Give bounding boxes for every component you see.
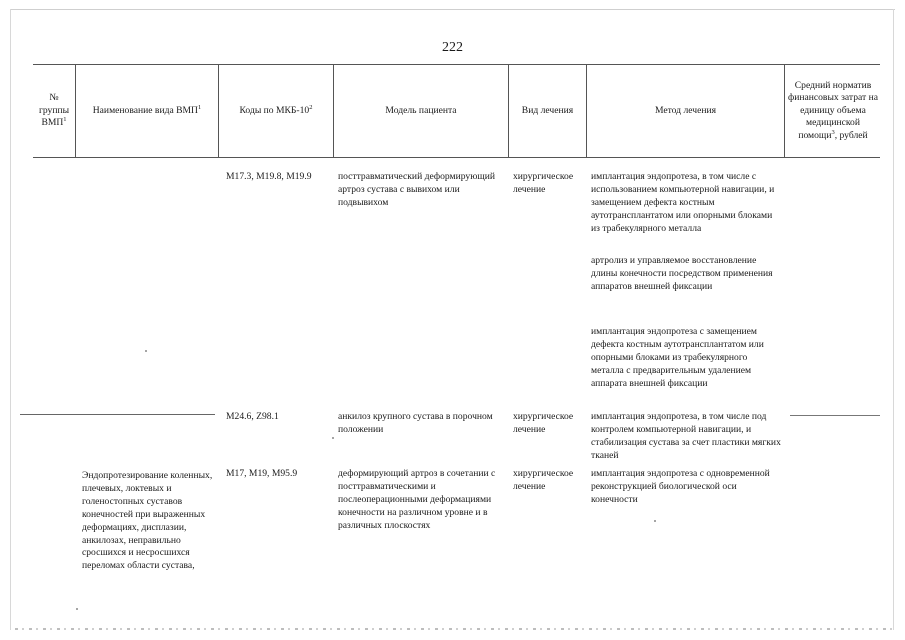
header-divider-6 bbox=[784, 64, 785, 158]
scan-speck bbox=[654, 520, 656, 522]
scan-border-right bbox=[893, 9, 894, 630]
row2-patient-model: анкилоз крупного сустава в порочном положении bbox=[338, 411, 493, 435]
scan-border-left bbox=[10, 9, 11, 630]
scan-bottom-noise bbox=[15, 628, 893, 630]
header-vmp-name: Наименование вида ВМП$^1$ bbox=[92, 103, 202, 116]
row1-icd-codes: M17.3, M19.8, M19.9 bbox=[226, 171, 312, 182]
header-bottom-rule bbox=[33, 157, 880, 158]
row1-treatment-type: хирургическое лечение bbox=[513, 171, 574, 195]
row2-icd-codes: M24.6, Z98.1 bbox=[226, 411, 279, 422]
row2-treatment-type: хирургическое лечение bbox=[513, 411, 574, 435]
scan-speck bbox=[145, 350, 147, 352]
row1-method-3: имплантация эндопротеза с замещением дефекта костным аутотрансплантатом или опорными блоками из трабекулярного металла с предварительным удалением аппарата внешней фиксации bbox=[591, 326, 764, 389]
row3-vmp-name: Эндопротезирование коленных, плечевых, локтевых и голеностопных суставов конечностей при выраженных деформациях, дисплазии, анкилозах, неправильно сросшихся и несросшихся переломах области сустава, bbox=[82, 470, 213, 572]
row3-icd-codes: M17, M19, M95.9 bbox=[226, 468, 298, 479]
header-icd-codes: Коды по МКБ-$10^2$ bbox=[239, 103, 313, 116]
row2-method-1: имплантация эндопротеза, в том числе под контролем компьютерной навигации, и стабилизация сустава за счет пластики мягких тканей bbox=[591, 411, 781, 461]
scan-rule-left bbox=[20, 414, 215, 415]
row1-patient-model: посттравматический деформирующий артроз сустава с вывихом или подвывихом bbox=[338, 171, 496, 208]
header-group-number: № группы ВМП$^1$ bbox=[38, 92, 70, 129]
header-treatment-method: Метод лечения bbox=[654, 104, 717, 116]
header-patient-model: Модель пациента bbox=[385, 104, 457, 116]
header-treatment-type: Вид лечения bbox=[521, 104, 574, 116]
row3-treatment-type: хирургическое лечение bbox=[513, 468, 574, 492]
header-average-cost: Средний норматив финансовых затрат на единицу объема медицинской помощи$^3$, рублей bbox=[787, 79, 878, 141]
scan-speck bbox=[332, 437, 334, 439]
row3-patient-model: деформирующий артроз в сочетании с посттравматическими и послеоперационными деформациями конечности на различном уровне и в различных плоскостях bbox=[338, 468, 496, 531]
scan-border-top bbox=[10, 9, 895, 10]
row1-method-2: артролиз и управляемое восстановление длины конечности посредством применения аппаратов внешней фиксации bbox=[591, 255, 773, 292]
row3-method-1: имплантация эндопротеза с одновременной реконструкцией биологической оси конечности bbox=[591, 468, 770, 505]
page-number: 222 bbox=[442, 40, 463, 55]
scan-speck bbox=[76, 608, 78, 610]
row1-method-1: имплантация эндопротеза, в том числе с использованием компьютерной навигации, и замещением дефекта костным аутотрансплантатом или опорными блоками из трабекулярного металла bbox=[591, 171, 775, 234]
scan-rule-right bbox=[790, 415, 880, 416]
